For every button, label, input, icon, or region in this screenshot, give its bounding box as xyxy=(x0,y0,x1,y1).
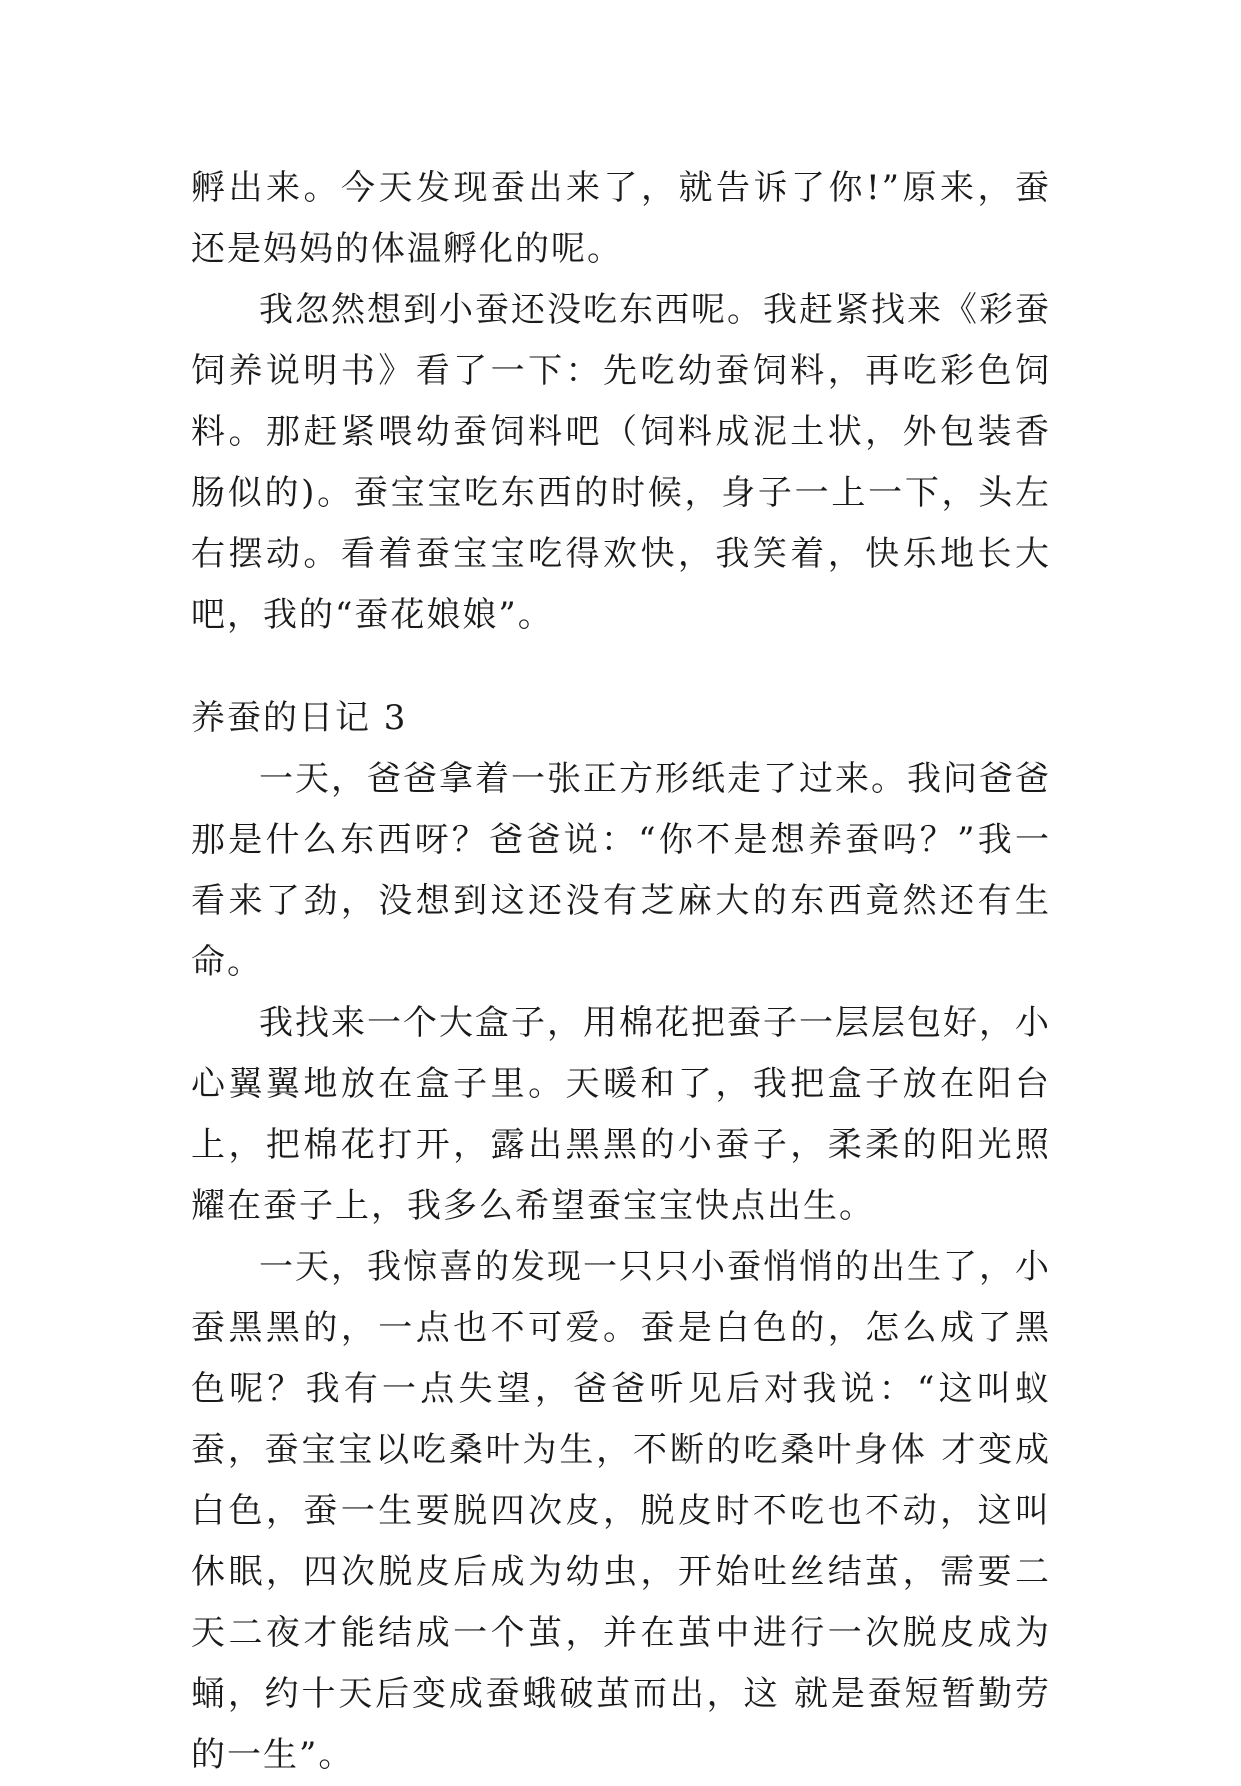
paragraph-silkworm-paper: 一天，爸爸拿着一张正方形纸走了过来。我问爸爸那是什么东西呀？爸爸说：“你不是想养蚕吗？”我一看来了劲，没想到这还没有芝麻大的东西竟然还有生命。 xyxy=(191,759,1051,982)
paragraph-hatching: 一天，我惊喜的发现一只只小蚕悄悄的出生了，小蚕黑黑的，一点也不可爱。蚕是白色的，怎么成了黑色呢？我有一点失望，爸爸听见后对我说：“这叫蚁蚕，蚕宝宝以吃桑叶为生，不断的吃桑叶身体 才变成白色，蚕一生要脱四次皮，脱皮时不吃也不动，这叫休眠，四次脱皮后成为幼虫，开始吐丝结茧，需要二天二夜才能结成一个茧，并在茧中进行一次脱皮成为蛹，约十天后变成蚕蛾破茧而出，这 就是蚕短暂勤劳的一生”。 xyxy=(191,1247,1051,1775)
paragraph-continuation: 孵出来。今天发现蚕出来了，就告诉了你!”原来，蚕还是妈妈的体温孵化的呢。 xyxy=(191,168,1051,269)
section-title: 养蚕的日记 3 xyxy=(191,698,408,738)
paragraph-box: 我找来一个大盒子，用棉花把蚕子一层层包好，小心翼翼地放在盒子里。天暖和了，我把盒子放在阳台上，把棉花打开，露出黑黑的小蚕子，柔柔的阳光照耀在蚕子上，我多么希望蚕宝宝快点出生。 xyxy=(191,1003,1051,1226)
text-column xyxy=(191,158,1051,1786)
paragraph-feeding: 我忽然想到小蚕还没吃东西呢。我赶紧找来《彩蚕饲养说明书》看了一下：先吃幼蚕饲料，再吃彩色饲料。那赶紧喂幼蚕饲料吧（饲料成泥土状，外包装香肠似的)。蚕宝宝吃东西的时候，身子一上一下，头左右摆动。看着蚕宝宝吃得欢快，我笑着，快乐地长大吧，我的“蚕花娘娘”。 xyxy=(191,290,1051,635)
